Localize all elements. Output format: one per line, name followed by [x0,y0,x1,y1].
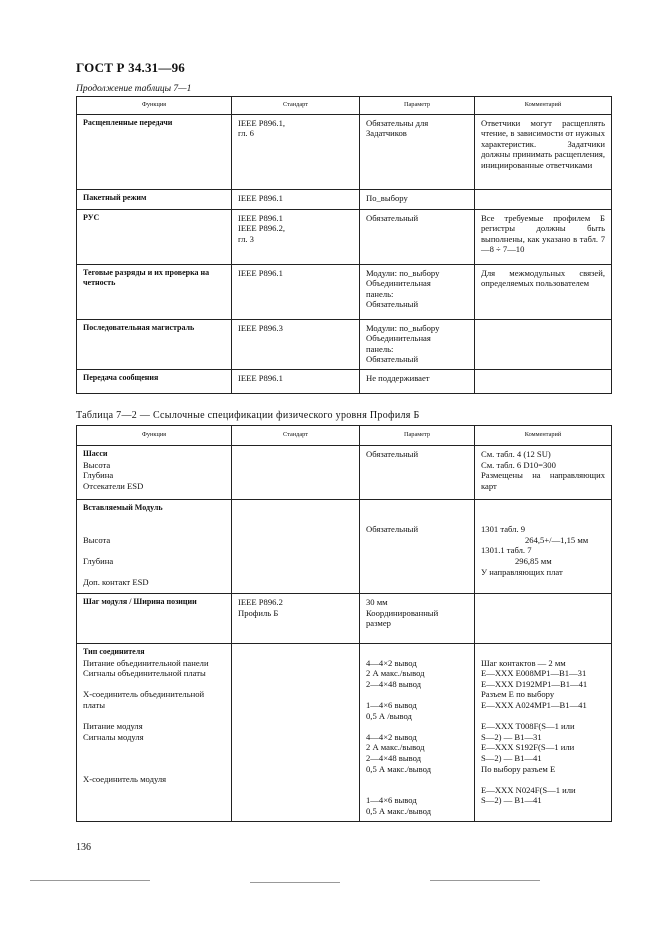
cell-standard: IEEE P896.1 [232,189,360,209]
comment-line: Е—XXX N024F(S—1 или S—2) — B1—41 [481,784,576,806]
cell-parameter: Обязательны для Задатчиков [360,114,475,189]
cell-parameter: 2—4×48 вывод [366,678,422,689]
column-header-parameter: Параметр [360,97,475,115]
cell-parameter: Модули: по_выбору Объединительная панель: Обязательный [360,264,475,319]
column-header-standard: Стандарт [232,426,360,446]
table-row [77,189,612,209]
cell-function: Шаг модуля / Ширина позиции [77,594,232,644]
cell-function: Теговые разряды и их проверка на четность [77,264,232,319]
comment-line: 264,5+/—1,15 мм [525,534,589,545]
cell-parameter: 1—4×6 вывод 0,5 А /вывод [366,699,417,721]
row-item: Х-соединитель объединительной платы [83,689,205,710]
row-heading: Шасси [83,449,108,458]
scan-artifact [30,880,150,881]
table-row [77,500,612,594]
row-item: Х-соединитель модуля [83,774,167,785]
column-header-comment: Комментарий [475,97,612,115]
comment-line: См. табл. 4 (12 SU) [481,449,551,459]
cell-standard: IEEE P896.1, гл. 6 [232,114,360,189]
cell-parameter: По_выбору [360,189,475,209]
row-item: Высота [83,459,111,470]
cell-function: Пакетный режим [77,189,232,209]
row-item: Глубина [83,470,114,481]
table-row [77,114,612,189]
comment-line: 296,85 мм [515,555,552,566]
table-7-2 [76,425,612,822]
cell-comment: Для межмодульных связей, определяемых пользователем [475,264,612,319]
comment-line: Е—XXX D192MP1—B1—41 Разъем Е по выбору [481,678,588,700]
row-item: Питание объединительной панели [83,657,209,668]
cell-parameter: 4—4×2 вывод 2 А макс./вывод [366,657,425,679]
cell-comment: Все требуемые профилем Б регистры должны быть выполнены, как указано в табл. 7—8 ÷ 7—10 [475,209,612,264]
table-7-1 [76,96,612,394]
comment-line: Размещены на направляющих карт [481,470,605,491]
cell-parameter: Обязательный [360,446,475,500]
table-row [77,209,612,264]
table-row [77,594,612,644]
cell-parameter: 4—4×2 вывод 2 А макс./вывод [366,731,425,753]
page-number: 136 [76,842,91,853]
comment-line: См. табл. 6 D10=300 [481,459,556,470]
column-header-function: Функция [77,97,232,115]
scan-artifact [430,880,540,881]
table-row [77,264,612,319]
row-item: Отсекатели ESD [83,480,144,491]
row-item: Сигналы модуля [83,731,144,742]
scan-artifact [250,882,340,883]
cell-parameter: Не поддерживает [360,369,475,393]
cell-function: Передача сообщения [77,369,232,393]
column-header-function: Функция [77,426,232,446]
column-header-standard: Стандарт [232,97,360,115]
row-heading: Тип соединителя [83,647,145,656]
cell-parameter: Обязательный [366,524,419,535]
comment-line: Шаг контактов — 2 мм Е—XXX E008MP1—B1—31 [481,657,587,679]
row-item: Сигналы объединительной платы [83,668,206,679]
row-heading: Вставляемый Модуль [83,503,163,512]
cell-comment [475,319,612,369]
cell-parameter: Обязательный [360,209,475,264]
comment-line: Е—XXX T008F(S—1 или S—2) — B1—31 [481,721,575,742]
cell-function: РУС [77,209,232,264]
cell-parameter: 2—4×48 вывод 0,5 А макс./вывод [366,752,432,774]
table-row [77,369,612,393]
comment-line: У направляющих плат [481,566,563,577]
comment-line: Е—XXX S192F(S—1 или S—2) — B1—41 По выбору разъем Е [481,742,575,774]
table-row [77,319,612,369]
cell-comment [475,189,612,209]
row-item: Глубина [83,555,114,566]
document-title: ГОСТ Р 34.31—96 [76,60,185,75]
cell-parameter: Модули: по_выбору Объединительная панель: Обязательный [360,319,475,369]
cell-parameter: 1—4×6 вывод 0,5 А макс./вывод [366,795,432,816]
cell-function: Расщепленные передачи [77,114,232,189]
cell-comment [475,369,612,393]
table-row [77,446,612,500]
comment-line: Е—XXX A024MP1—B1—41 [481,699,587,710]
cell-standard: IEEE P896.2 Профиль Б [232,594,360,644]
table-caption: Таблица 7—2 — Ссылочные спецификации физического уровня Профиля Б [76,410,420,421]
comment-line: 1301 табл. 9 [481,524,526,535]
cell-standard: IEEE P896.1 [232,264,360,319]
table-row [77,644,612,822]
cell-comment: Ответчики могут расщеплять чтение, в зависимости от нужных характеристик. Задатчики должны принимать расщепления, инициированные ответчиками [475,114,612,189]
cell-standard: IEEE P896.3 [232,319,360,369]
row-item: Доп. контакт ESD [83,577,149,588]
column-header-parameter: Параметр [360,426,475,446]
row-item: Питание модуля [83,721,143,732]
table-continuation-label: Продолжение таблицы 7—1 [76,84,192,94]
cell-standard: IEEE P896.1 IEEE P896.2, гл. 3 [232,209,360,264]
cell-parameter: 30 мм Координированный размер [360,594,475,644]
column-header-comment: Комментарий [475,426,612,446]
cell-standard: IEEE P896.1 [232,369,360,393]
row-item: Высота [83,534,111,545]
cell-function: Последовательная магистраль [77,319,232,369]
comment-line: 1301.1 табл. 7 [481,545,532,556]
